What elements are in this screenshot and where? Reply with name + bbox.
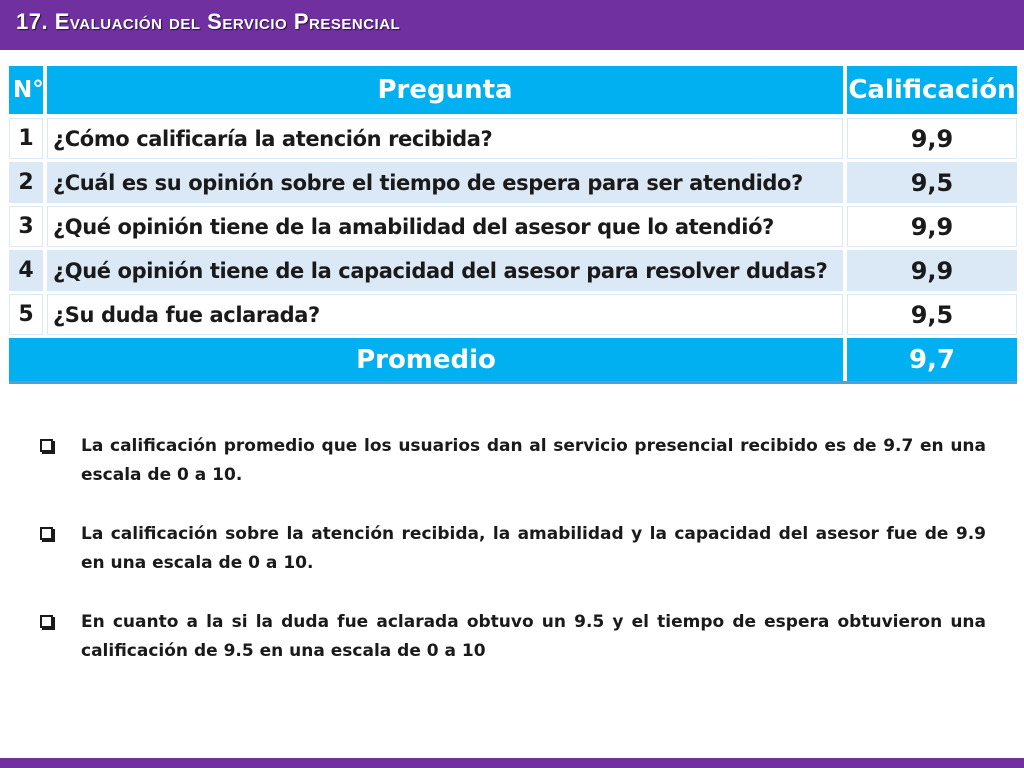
table-row (9, 206, 1017, 250)
row-question: ¿Cómo calificaría la atención recibida? (47, 118, 847, 162)
row-score: 9,9 (847, 118, 1017, 162)
bullet-text: En cuanto a la si la duda fue aclarada obtuvo un 9.5 y el tiempo de espera obtuvieron una calificación de 9.5 en una escala de 0 a 10 (81, 612, 986, 661)
header-score: Calificación (847, 66, 1017, 118)
row-score: 9,9 (847, 250, 1017, 294)
row-number: 2 (9, 162, 47, 206)
bullet-text: La calificación promedio que los usuarios dan al servicio presencial recibido es de 9.7 en una escala de 0 a 10. (81, 436, 986, 485)
row-number: 1 (9, 118, 47, 162)
row-score: 9,9 (847, 206, 1017, 250)
row-score: 9,5 (847, 162, 1017, 206)
average-score: 9,7 (847, 338, 1017, 381)
row-question: ¿Qué opinión tiene de la capacidad del asesor para resolver dudas? (47, 250, 847, 294)
list-item (40, 520, 986, 578)
table-header-row (9, 66, 1017, 118)
bottom-bar (0, 758, 1024, 768)
list-item (40, 432, 986, 490)
checkbox-icon (40, 615, 53, 628)
row-question: ¿Qué opinión tiene de la amabilidad del asesor que lo atendió? (47, 206, 847, 250)
header-number: N° (9, 66, 47, 118)
average-row (9, 338, 1017, 381)
table-row (9, 118, 1017, 162)
evaluation-table (9, 66, 1017, 384)
findings-list (40, 432, 986, 696)
list-item (40, 608, 986, 666)
table-row (9, 294, 1017, 338)
row-question: ¿Cuál es su opinión sobre el tiempo de espera para ser atendido? (47, 162, 847, 206)
header-question: Pregunta (47, 66, 847, 118)
page-title: 17. Evaluación del Servicio Presencial (16, 9, 401, 34)
row-number: 4 (9, 250, 47, 294)
average-label: Promedio (9, 338, 847, 381)
title-bar (0, 0, 1024, 50)
row-number: 3 (9, 206, 47, 250)
row-number: 5 (9, 294, 47, 338)
table-row (9, 162, 1017, 206)
checkbox-icon (40, 527, 53, 540)
table-row (9, 250, 1017, 294)
row-question: ¿Su duda fue aclarada? (47, 294, 847, 338)
bullet-text: La calificación sobre la atención recibida, la amabilidad y la capacidad del asesor fue de 9.9 en una escala de 0 a 10. (81, 524, 986, 573)
checkbox-icon (40, 439, 53, 452)
row-score: 9,5 (847, 294, 1017, 338)
